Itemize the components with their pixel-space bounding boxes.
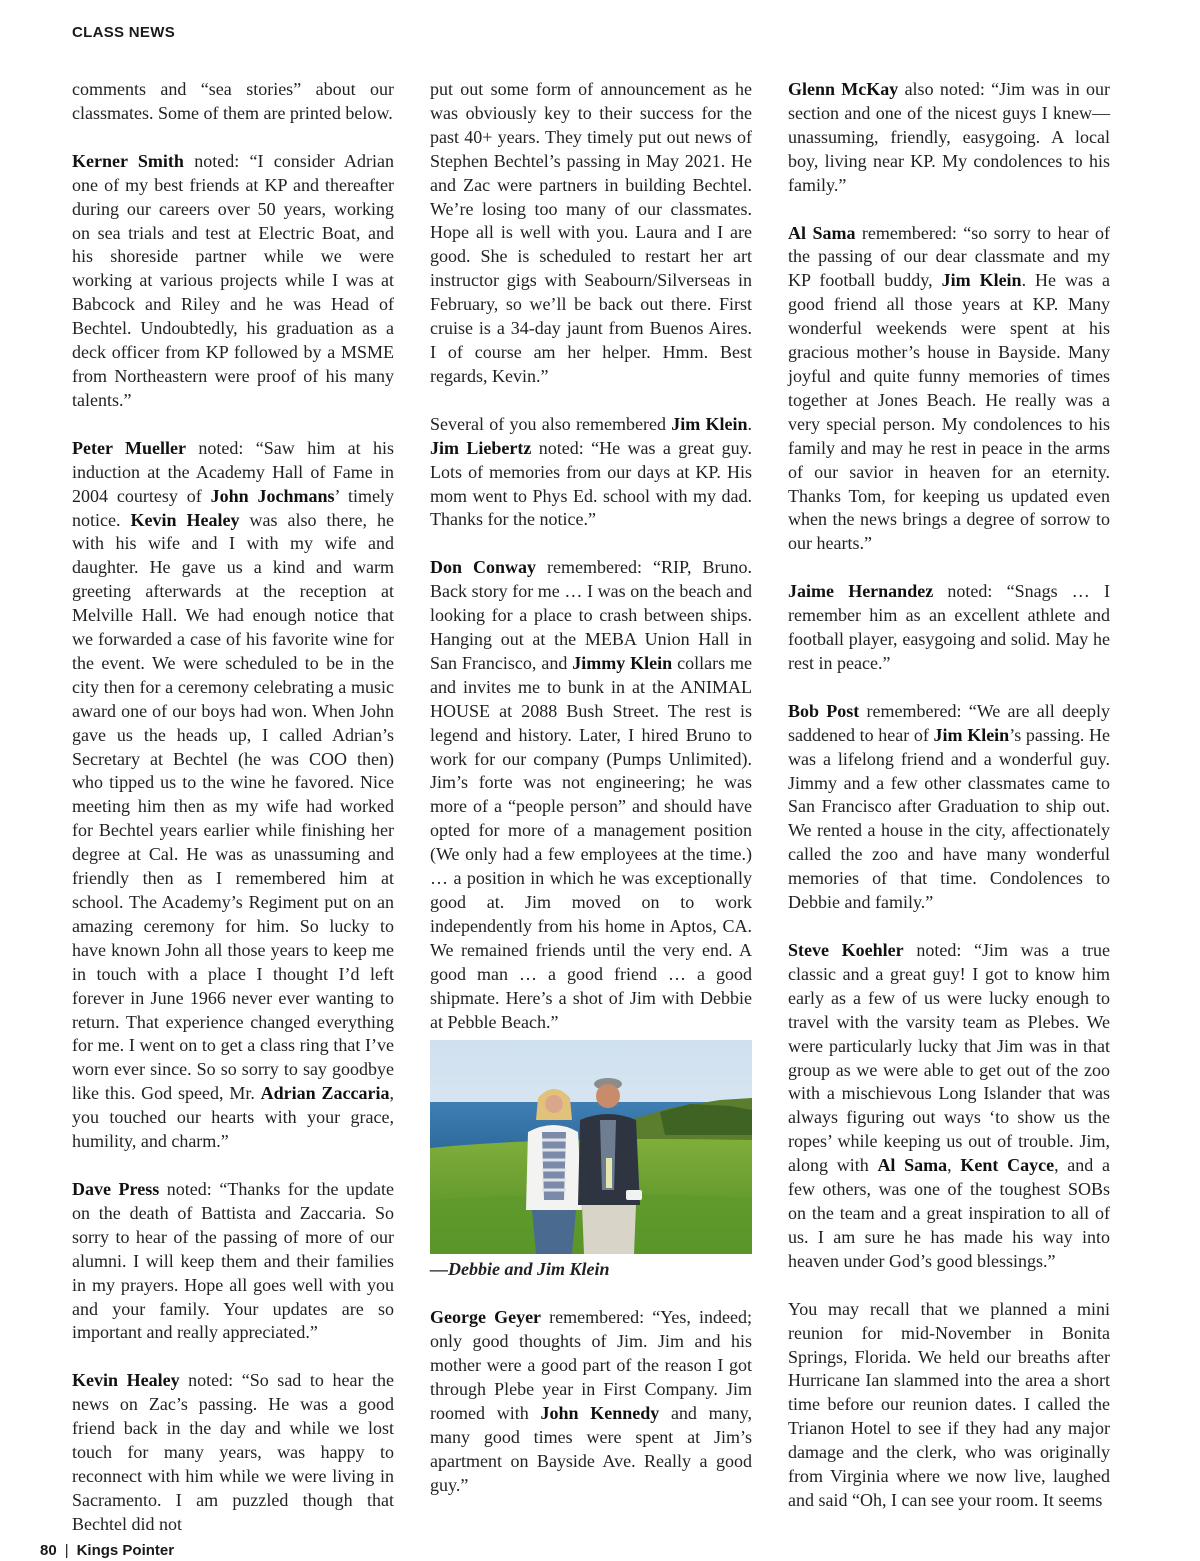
paragraph-steve-koehler [788,939,1110,1274]
paragraph-text: noted: “So sad to hear the news on Zac’s passing. He was a good friend back in the day and while we lost touch for many years, was happy to reconnect with him while we were living in Sacramento. I am puzzled though that Bechtel did not [72,1370,395,1534]
publication-name: Kings Pointer [76,1542,175,1559]
paragraph-bob-post [788,700,1110,915]
classmate-name: Adrian Zaccaria [260,1083,390,1104]
classmate-name: Dave Press [72,1178,160,1199]
classmate-name: Jim Klein [941,270,1022,291]
paragraph-kevin-healey-cont [430,78,752,389]
classmate-name: John Kennedy [540,1402,660,1423]
paragraph-reunion [788,1298,1110,1513]
paragraph-text: was also there, he with his wife and I with my wife and daughter. He gave us a kind and warm greeting afterwards at the reception at Melville Hall. We had enough notice that we forwarded a case of his favorite wine for the event. We were scheduled to be in the city then for a ceremony celebrating a music award one of our boys had won. When John gave us the heads up, I called Adrian’s Secretary at Bechtel (he was COO then) who tipped us to the wine he favored. Nice meeting him then as my wife had worked for Bechtel years earlier while finishing her degree at Cal. He was as unassuming and friendly then as I remembered him at school. The Academy’s Regiment put on an amazing ceremony for him. So lucky to have known John all those years to keep me in touch with a place I thought I’d left forever in June 1966 never ever wanting to return. That experience changed everything for me. I went on to get a class ring that I’ve worn ever since. So so sorry to say goodbye like this. God speed, Mr. [72,509,395,1104]
paragraph-text: You may recall that we planned a mini reunion for mid-November in Bonita Springs, Florida. We held our breaths after Hurricane Ian slammed into the area a short time before our reunion dates. I called the Trianon Hotel to see if they had any major damage and the clerk, who was originally from Virginia where we now live, laughed and said “Oh, I can see your room. It seems [788,1298,1110,1510]
classmate-name: Kevin Healey [130,509,240,530]
paragraph-text: comments and “sea stories” about our classmates. Some of them are printed below. [72,79,394,123]
paragraph-text: Several of you also remembered [430,413,672,434]
paragraph-text: ’ timely notice. [72,485,395,530]
classmate-name: Jim Klein [671,413,748,434]
classmate-name: Kerner Smith [72,150,184,171]
paragraph-text: noted: “Thanks for the update on the death of Battista and Zaccaria. So sorry to hear of the passing of more of our alumni. I will keep them and their families in my prayers. Hope all goes well with you and your family. Your updates are so important and really appreciated.” [72,1178,394,1343]
paragraph-text: collars me and invites me to bunk in at the ANIMAL HOUSE at 2088 Bush Street. The rest is legend and history. Later, I hired Bruno to work for our company (Pumps Unlimited). Jim’s forte was not engineering; he was more of a “people person” and should have opted for more of a management position (We only had a few employees at the time.) … a position in which he was exceptionally good at. Jim moved on to work independently from his home in Aptos, CA. We remained friends until the very end. A good man … a good friend … a good shipmate. Here’s a shot of Jim with Debbie at Pebble Beach.” [430,652,752,1032]
classmate-name: George Geyer [430,1307,542,1328]
paragraph-text: , and a few others, was one of the toughest SOBs on the team and a great inspiration to all of us. I am sure he has made his way into heaven under God’s good blessings.” [788,1155,1111,1271]
classmate-name: Al Sama [788,222,856,243]
paragraph-al-sama [788,222,1110,557]
paragraph-text: and many, many good times were spent at Jim’s apartment on Bayside Ave. Really a good guy.” [430,1402,752,1495]
classmate-name: Glenn McKay [788,79,899,99]
classmate-name: Don Conway [430,557,537,578]
paragraph-text: also noted: “Jim was in our section and one of the nicest guys I knew—unassuming, friendly, easygoing. A local boy, living near KP. My condolences to his family.” [788,79,1110,195]
paragraph-glenn-mckay [788,78,1110,198]
photo-illustration [430,1040,752,1254]
classmate-name: Jim Liebertz [430,437,532,458]
paragraph-kerner-smith [72,150,394,413]
paragraph-george-geyer [430,1306,752,1497]
paragraph-text: . [747,413,752,434]
paragraph-text: noted: “He was a great guy. Lots of memories from our days at KP. His mom went to Phys Ed. school with my dad. Thanks for the notice.” [430,437,752,530]
photo-caption: —Debbie and Jim Klein [430,1259,610,1280]
paragraph-text: , [947,1155,961,1176]
section-header: CLASS NEWS [72,24,176,41]
paragraph-text: . He was a good friend all those years at KP. Many wonderful weekends were spent at his gracious mother’s house in Bayside. Many joyful and quite funny memories of times together at Jones Beach. He really was a very special person. My condolences to his family and may he rest in peace in the arms of our savior in heaven for an eternity. Thanks Tom, for keeping us updated even when the news brings a degree of sorrow to our hearts.” [788,270,1110,554]
classmate-name: Peter Mueller [72,437,187,458]
classmate-name: Bob Post [788,700,860,721]
classmate-name: Steve Koehler [788,940,904,960]
paragraph-kevin-healey [72,1369,394,1536]
paragraph-text: noted: “Snags … I remember him as an excellent athlete and football player, easygoing and solid. May he rest in peace.” [788,581,1110,673]
classmate-name: Al Sama [877,1155,948,1176]
paragraph-text: noted: “Jim was a true classic and a great guy! I got to know him early as a few of us were lucky enough to travel with the varsity team as Plebes. We were particularly lucky that Jim was in that group as we were able to get out of the zoo with a mischievous Long Islander that was always figuring out ways ‘to show us the ropes’ while keeping us out of trouble. Jim, along with [788,940,1110,1176]
classmate-name: Kevin Healey [72,1370,180,1391]
paragraph-dave-press [72,1178,394,1345]
paragraph-text: noted: “I consider Adrian one of my best friends at KP and thereafter during our careers over 50 years, working on sea trials and test at Electric Boat, and his shoreside partner while we were working at various projects while I was at Babcock and Riley and he was Head of Bechtel. Undoubtedly, his graduation as a deck officer from KP followed by a MSME from Northeastern were proof of his many talents.” [72,150,394,410]
paragraph-intro [72,78,394,126]
paragraph-text: , you touched our hearts with your grace, humility, and charm.” [72,1083,394,1152]
paragraph-text: remembered: “so sorry to hear of the passing of our dear classmate and my KP football buddy, [788,222,1110,291]
column-1 [72,78,394,1561]
classmate-name: John Jochmans [210,485,335,506]
classmate-name: Jim Klein [933,724,1010,745]
footer-separator: | [64,1542,69,1559]
column-2 [430,78,752,1522]
paragraph-text: remembered: “Yes, indeed; only good thoughts of Jim. Jim and his mother were a good part of the reason I got through Plebe year in First Company. Jim roomed with [430,1307,753,1423]
page-number: 80 [40,1542,57,1559]
paragraph-text: remembered: “RIP, Bruno. Back story for me … I was on the beach and looking for a place to crash between ships. Hanging out at the MEBA Union Hall in San Francisco, and [430,557,752,673]
paragraph-jim-liebertz [430,413,752,533]
classmate-name: Jaime Hernandez [788,581,934,602]
paragraph-peter-mueller [72,437,394,1154]
photo-debbie-and-jim-klein [430,1040,752,1254]
classmate-name: Jimmy Klein [572,652,673,673]
paragraph-text: ’s passing. He was a lifelong friend and a wonderful guy. Jimmy and a few other classmates came to San Francisco after Graduation to ship out. We rented a house in the city, affectionately called the zoo and have many wonderful memories of that time. Condolences to Debbie and family.” [788,724,1110,913]
classmate-name: Kent Cayce [960,1155,1055,1176]
column-3 [788,78,1110,1537]
paragraph-don-conway [430,556,752,1034]
page-footer [40,1542,174,1559]
paragraph-text: put out some form of announcement as he was obviously key to their success for the past 40+ years. They timely put out news of Stephen Bechtel’s passing in May 2021. He and Zac were partners in building Bechtel. We’re losing too many of our classmates. Hope all is well with you. Laura and I are good. She is scheduled to restart her art instructor gigs with Seabourn/Silverseas in February, so we’ll be back out there. First cruise is a 34-day jaunt from Buenos Aires. I of course am her helper. Hmm. Best regards, Kevin.” [430,79,752,386]
paragraph-text: remembered: “We are all deeply saddened to hear of [788,700,1111,745]
paragraph-jaime-hernandez [788,580,1110,676]
paragraph-text: noted: “Saw him at his induction at the Academy Hall of Fame in 2004 courtesy of [72,437,394,506]
